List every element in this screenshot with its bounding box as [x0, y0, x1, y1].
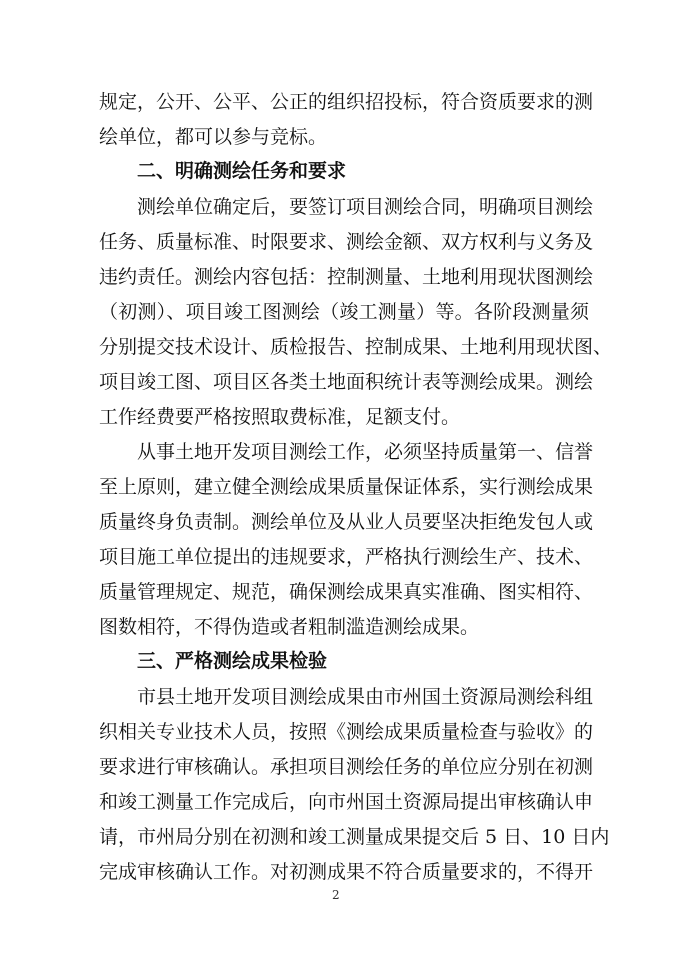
body-text-line: 图数相符，不得伪造或者粗制滥造测绘成果。 [99, 616, 480, 638]
body-text-line: 项目施工单位提出的违规要求，严格执行测绘生产、技术、 [99, 546, 594, 568]
body-text-line: 要求进行审核确认。承担项目测绘任务的单位应分别在初测 [99, 756, 594, 778]
body-text-line: 和竣工测量工作完成后，向市州国土资源局提出审核确认申 [99, 791, 594, 813]
body-text-line: 工作经费要严格按照取费标准，足额支付。 [99, 406, 461, 428]
body-text-line: 质量终身负责制。测绘单位及从业人员要坚决拒绝发包人或 [99, 511, 594, 533]
body-text-line: 违约责任。测绘内容包括：控制测量、土地利用现状图测绘 [99, 266, 594, 288]
body-text-line: （初测）、项目竣工图测绘（竣工测量）等。各阶段测量须 [99, 301, 589, 323]
body-text-line: 绘单位，都可以参与竞标。 [99, 126, 328, 148]
body-text-line: 质量管理规定、规范，确保测绘成果真实准确、图实相符、 [99, 581, 594, 603]
body-text-line: 请，市州局分别在初测和竣工测量成果提交后 5 日、10 日内 [99, 826, 610, 848]
body-text-line: 市县土地开发项目测绘成果由市州国土资源局测绘科组 [137, 686, 594, 708]
body-text-line: 完成审核确认工作。对初测成果不符合质量要求的，不得开 [99, 861, 594, 883]
body-text-line: 分别提交技术设计、质检报告、控制成果、土地利用现状图、 [99, 336, 613, 358]
body-text-line: 从事土地开发项目测绘工作，必须坚持质量第一、信誉 [137, 441, 594, 463]
body-text-line: 规定，公开、公平、公正的组织招投标，符合资质要求的测 [99, 91, 594, 113]
section-heading-3: 三、严格测绘成果检验 [137, 650, 328, 672]
body-text-line: 项目竣工图、项目区各类土地面积统计表等测绘成果。测绘 [99, 371, 594, 393]
body-text-line: 织相关专业技术人员，按照《测绘成果质量检查与验收》的 [99, 721, 594, 743]
section-heading-2: 二、明确测绘任务和要求 [137, 160, 347, 182]
body-text-line: 任务、质量标准、时限要求、测绘金额、双方权利与义务及 [99, 231, 594, 253]
page-number: 2 [332, 888, 340, 902]
body-text-line: 至上原则，建立健全测绘成果质量保证体系，实行测绘成果 [99, 476, 594, 498]
body-text-line: 测绘单位确定后，要签订项目测绘合同，明确项目测绘 [137, 196, 594, 218]
